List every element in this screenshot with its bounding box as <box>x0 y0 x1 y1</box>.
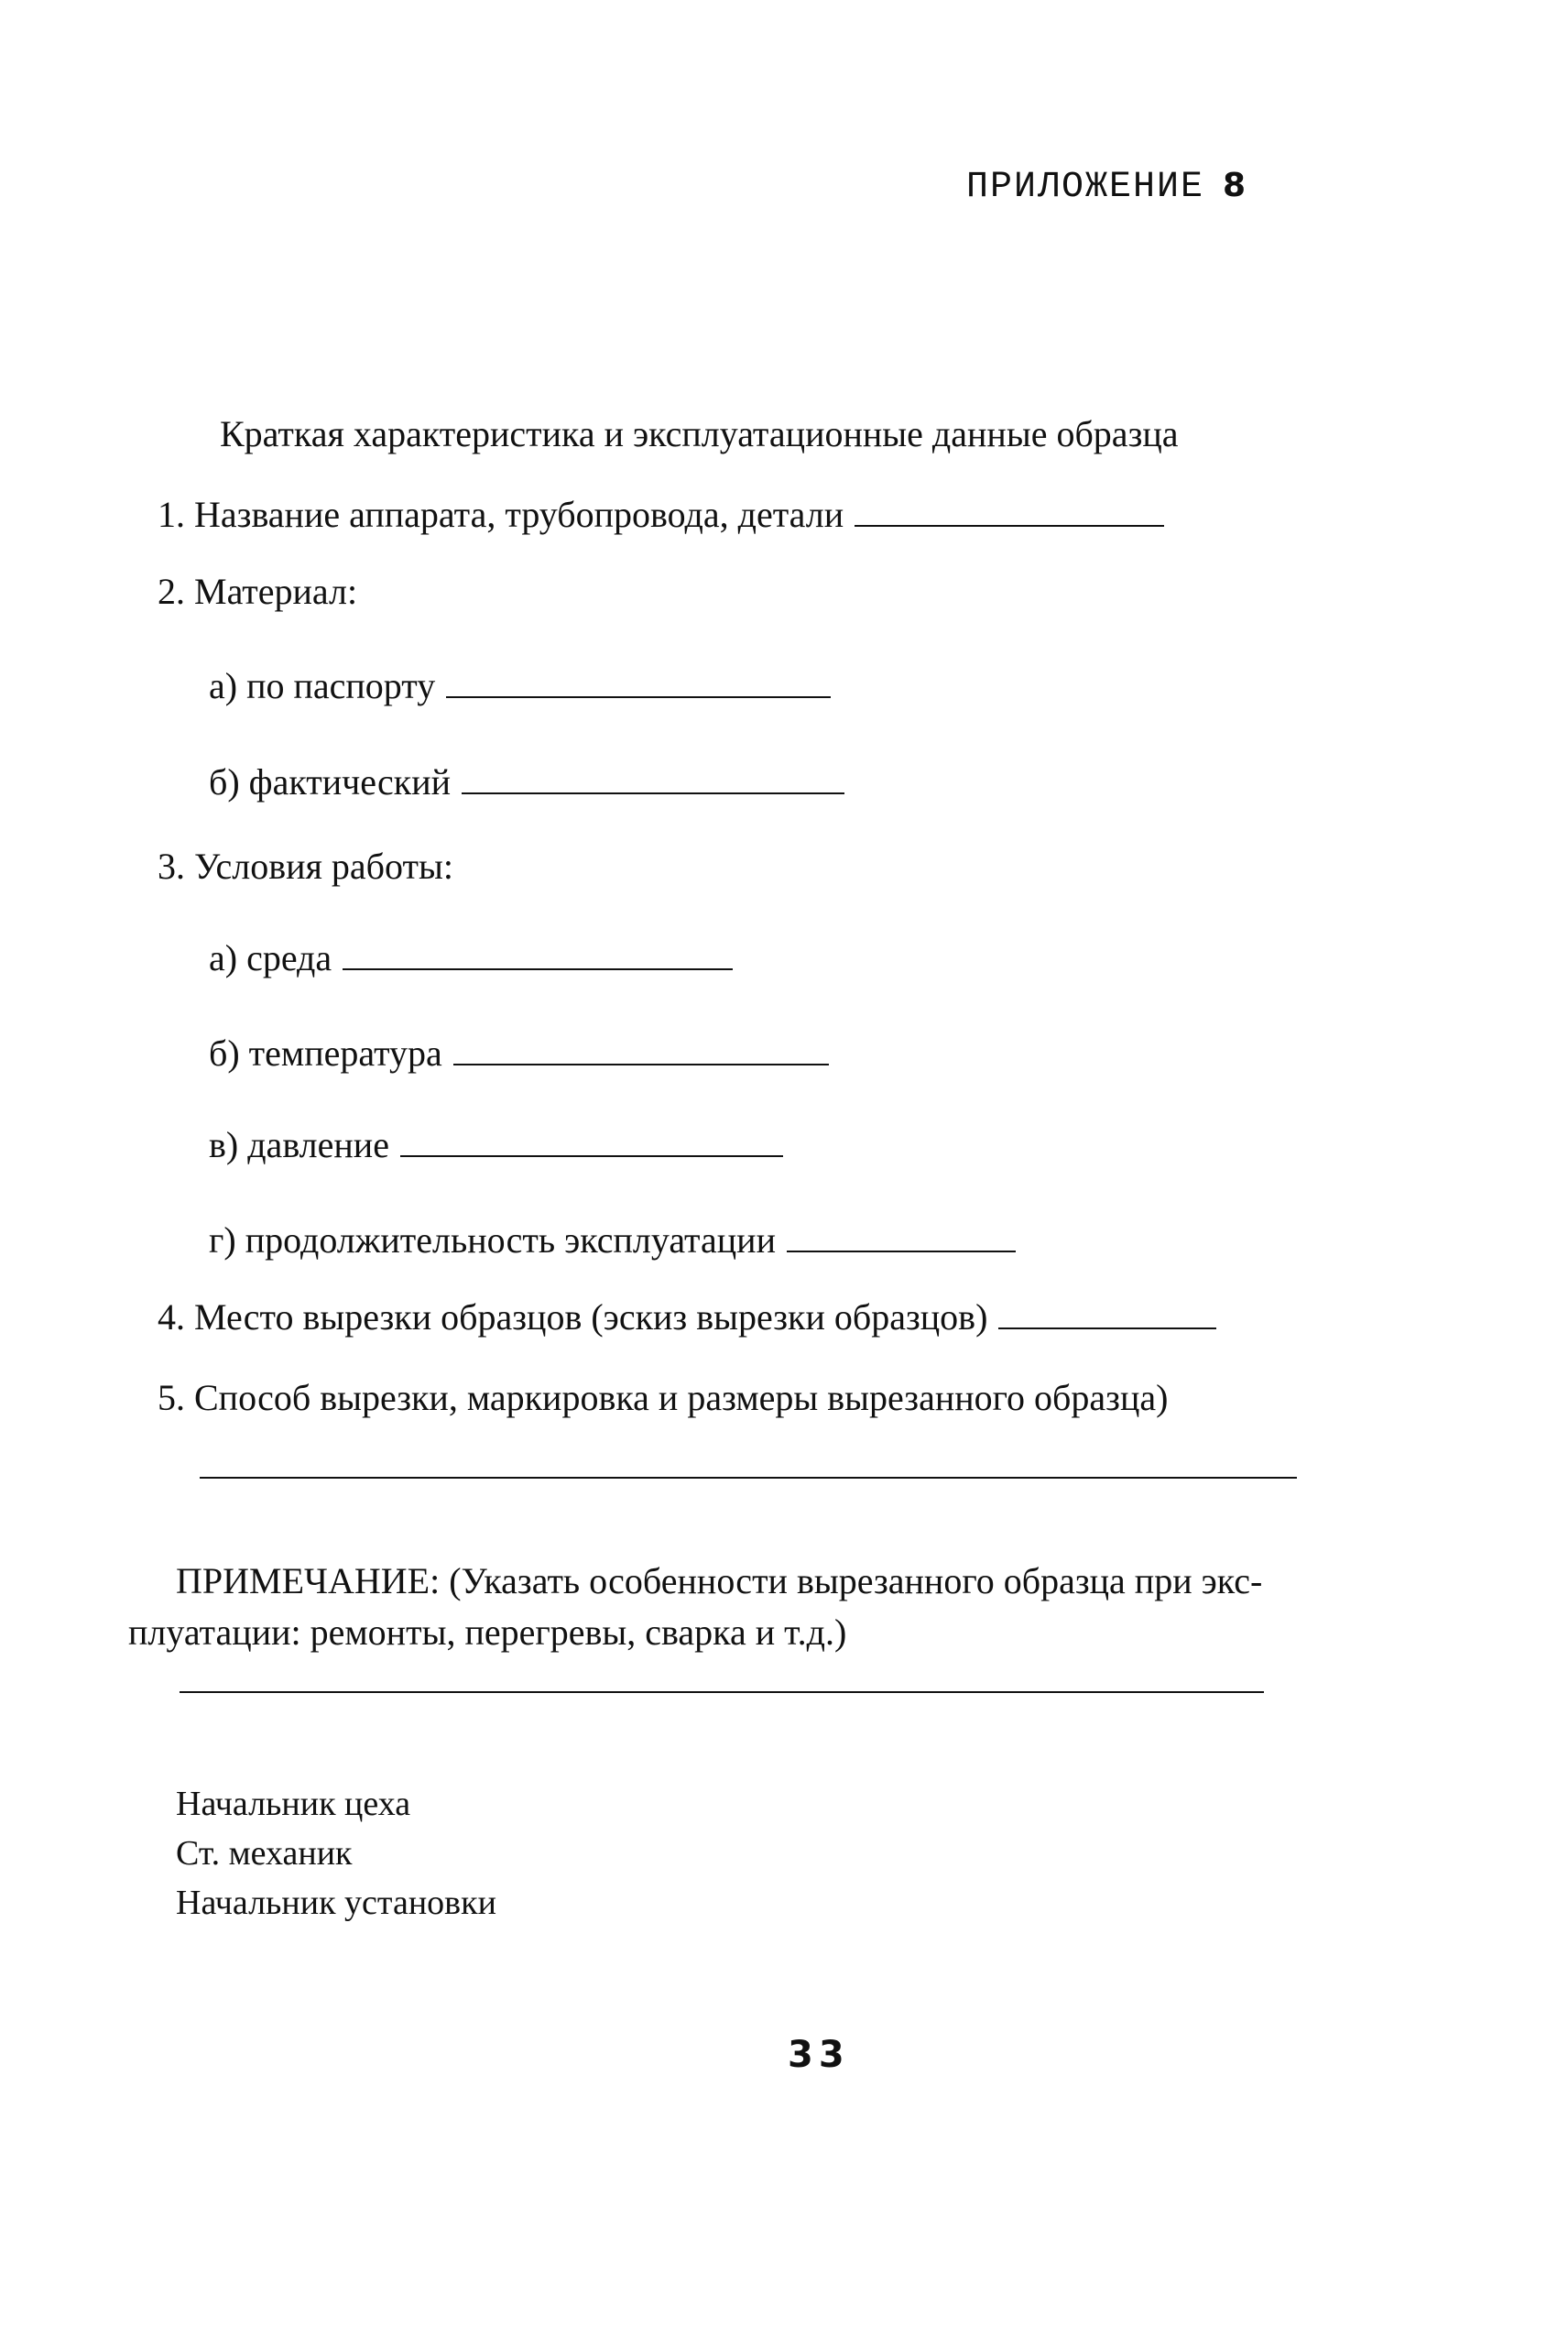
item-5-blank[interactable] <box>200 1477 1297 1479</box>
form-item-2a <box>209 664 831 708</box>
item-2a-blank[interactable] <box>446 665 831 698</box>
signature-senior-mechanic: Ст. механик <box>176 1834 353 1873</box>
form-item-2b <box>209 760 844 804</box>
form-item-3b <box>209 1032 829 1076</box>
item-3b-label: б) температура <box>209 1032 442 1074</box>
form-item-5: 5. Способ вырезки, маркировка и размеры вырезанного образца) <box>158 1377 1169 1418</box>
item-4-label: 4. Место вырезки образцов (эскиз вырезки образцов) <box>158 1296 988 1338</box>
appendix-number: 8 <box>1223 167 1247 204</box>
form-item-2: 2. Материал: <box>158 571 358 612</box>
signature-block <box>176 1779 496 1928</box>
note-blank[interactable] <box>180 1691 1264 1693</box>
signature-shop-head: Начальник цеха <box>176 1785 411 1823</box>
form-item-3c <box>209 1123 783 1167</box>
note-line-1: ПРИМЕЧАНИЕ: (Указать особенности вырезанного образца при экс- <box>176 1560 1263 1601</box>
form-title: Краткая характеристика и эксплуатационные данные образца <box>220 413 1179 454</box>
item-3d-blank[interactable] <box>787 1219 1016 1252</box>
item-2b-label: б) фактический <box>209 761 452 803</box>
item-1-label: 1. Название аппарата, трубопровода, детали <box>158 494 844 535</box>
form-item-1 <box>158 493 1164 537</box>
item-3a-blank[interactable] <box>343 937 733 970</box>
item-3c-label: в) давление <box>209 1124 389 1165</box>
item-1-blank[interactable] <box>855 494 1164 527</box>
item-4-blank[interactable] <box>998 1296 1216 1329</box>
item-2b-blank[interactable] <box>462 761 844 794</box>
item-3d-label: г) продолжительность эксплуатации <box>209 1219 776 1261</box>
appendix-label: ПРИЛОЖЕНИЕ <box>966 167 1205 208</box>
note-line-2: плуатации: ремонты, перегревы, сварка и т.д.) <box>128 1611 847 1653</box>
form-item-3d <box>209 1218 1016 1262</box>
item-3a-label: а) среда <box>209 937 332 978</box>
form-item-3: 3. Условия работы: <box>158 846 453 887</box>
form-item-3a <box>209 936 733 980</box>
form-item-4 <box>158 1295 1216 1339</box>
item-3c-blank[interactable] <box>400 1124 783 1157</box>
appendix-header <box>966 167 1246 208</box>
item-3b-blank[interactable] <box>453 1032 829 1065</box>
item-2a-label: а) по паспорту <box>209 665 436 706</box>
signature-unit-head: Начальник установки <box>176 1884 496 1922</box>
page-number: 33 <box>788 2034 850 2076</box>
